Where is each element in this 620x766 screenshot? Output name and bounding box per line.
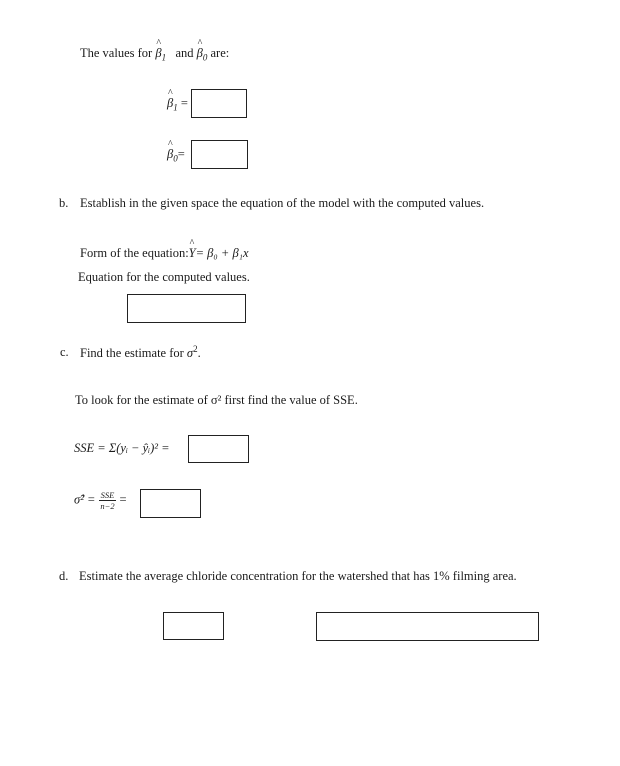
- equation-rhs: = β₀ + β₁x: [195, 246, 249, 260]
- y-hat-symbol: ^ Y: [189, 246, 196, 261]
- beta0-input-box[interactable]: [191, 140, 248, 169]
- chloride-value-input-box[interactable]: [163, 612, 224, 640]
- part-c-instruction: Find the estimate for $\sigma^2$.: [80, 344, 201, 361]
- form-of-equation: [80, 246, 249, 261]
- part-d-instruction: Estimate the average chloride concentration for the watershed that has 1% filming area.: [79, 569, 517, 583]
- form-label: Form of the equation:: [80, 246, 189, 260]
- sigma-equals: =: [119, 492, 127, 507]
- beta1-input-box[interactable]: [191, 89, 247, 118]
- sigma-input-box[interactable]: [140, 489, 201, 518]
- sigma-formula: [74, 490, 127, 511]
- sse-hint: To look for the estimate of σ² first find the value of SSE.: [75, 393, 358, 407]
- beta0-label: ^ $\beta_0=$: [167, 147, 185, 164]
- fraction-denominator: n−2: [100, 501, 115, 511]
- intro-suffix: are:: [210, 46, 230, 60]
- sse-formula: SSE = Σ(yᵢ − ŷᵢ)² =: [74, 441, 170, 455]
- part-c-marker: c.: [60, 345, 69, 359]
- beta0-symbol: ^ $\beta_0$: [197, 46, 208, 63]
- and-word: and: [175, 46, 194, 60]
- part-b-marker: b.: [59, 196, 69, 210]
- fraction-numerator: SSE: [100, 490, 115, 500]
- computed-values-label: Equation for the computed values.: [78, 270, 250, 284]
- sigma-lhs: σ̂² =: [74, 492, 96, 507]
- part-b-instruction: Establish in the given space the equation of the model with the computed values.: [80, 196, 485, 210]
- sse-input-box[interactable]: [188, 435, 249, 463]
- beta1-symbol: ^ $\beta_1$: [155, 46, 166, 63]
- intro-prefix: The values for: [80, 46, 156, 60]
- part-d-marker: d.: [59, 569, 69, 583]
- chloride-answer-input-box[interactable]: [316, 612, 539, 641]
- part-a-intro: [80, 46, 229, 63]
- beta1-label: ^ $\beta_1$ =: [167, 96, 188, 113]
- sse-fraction: [99, 490, 117, 511]
- equation-input-box[interactable]: [127, 294, 246, 323]
